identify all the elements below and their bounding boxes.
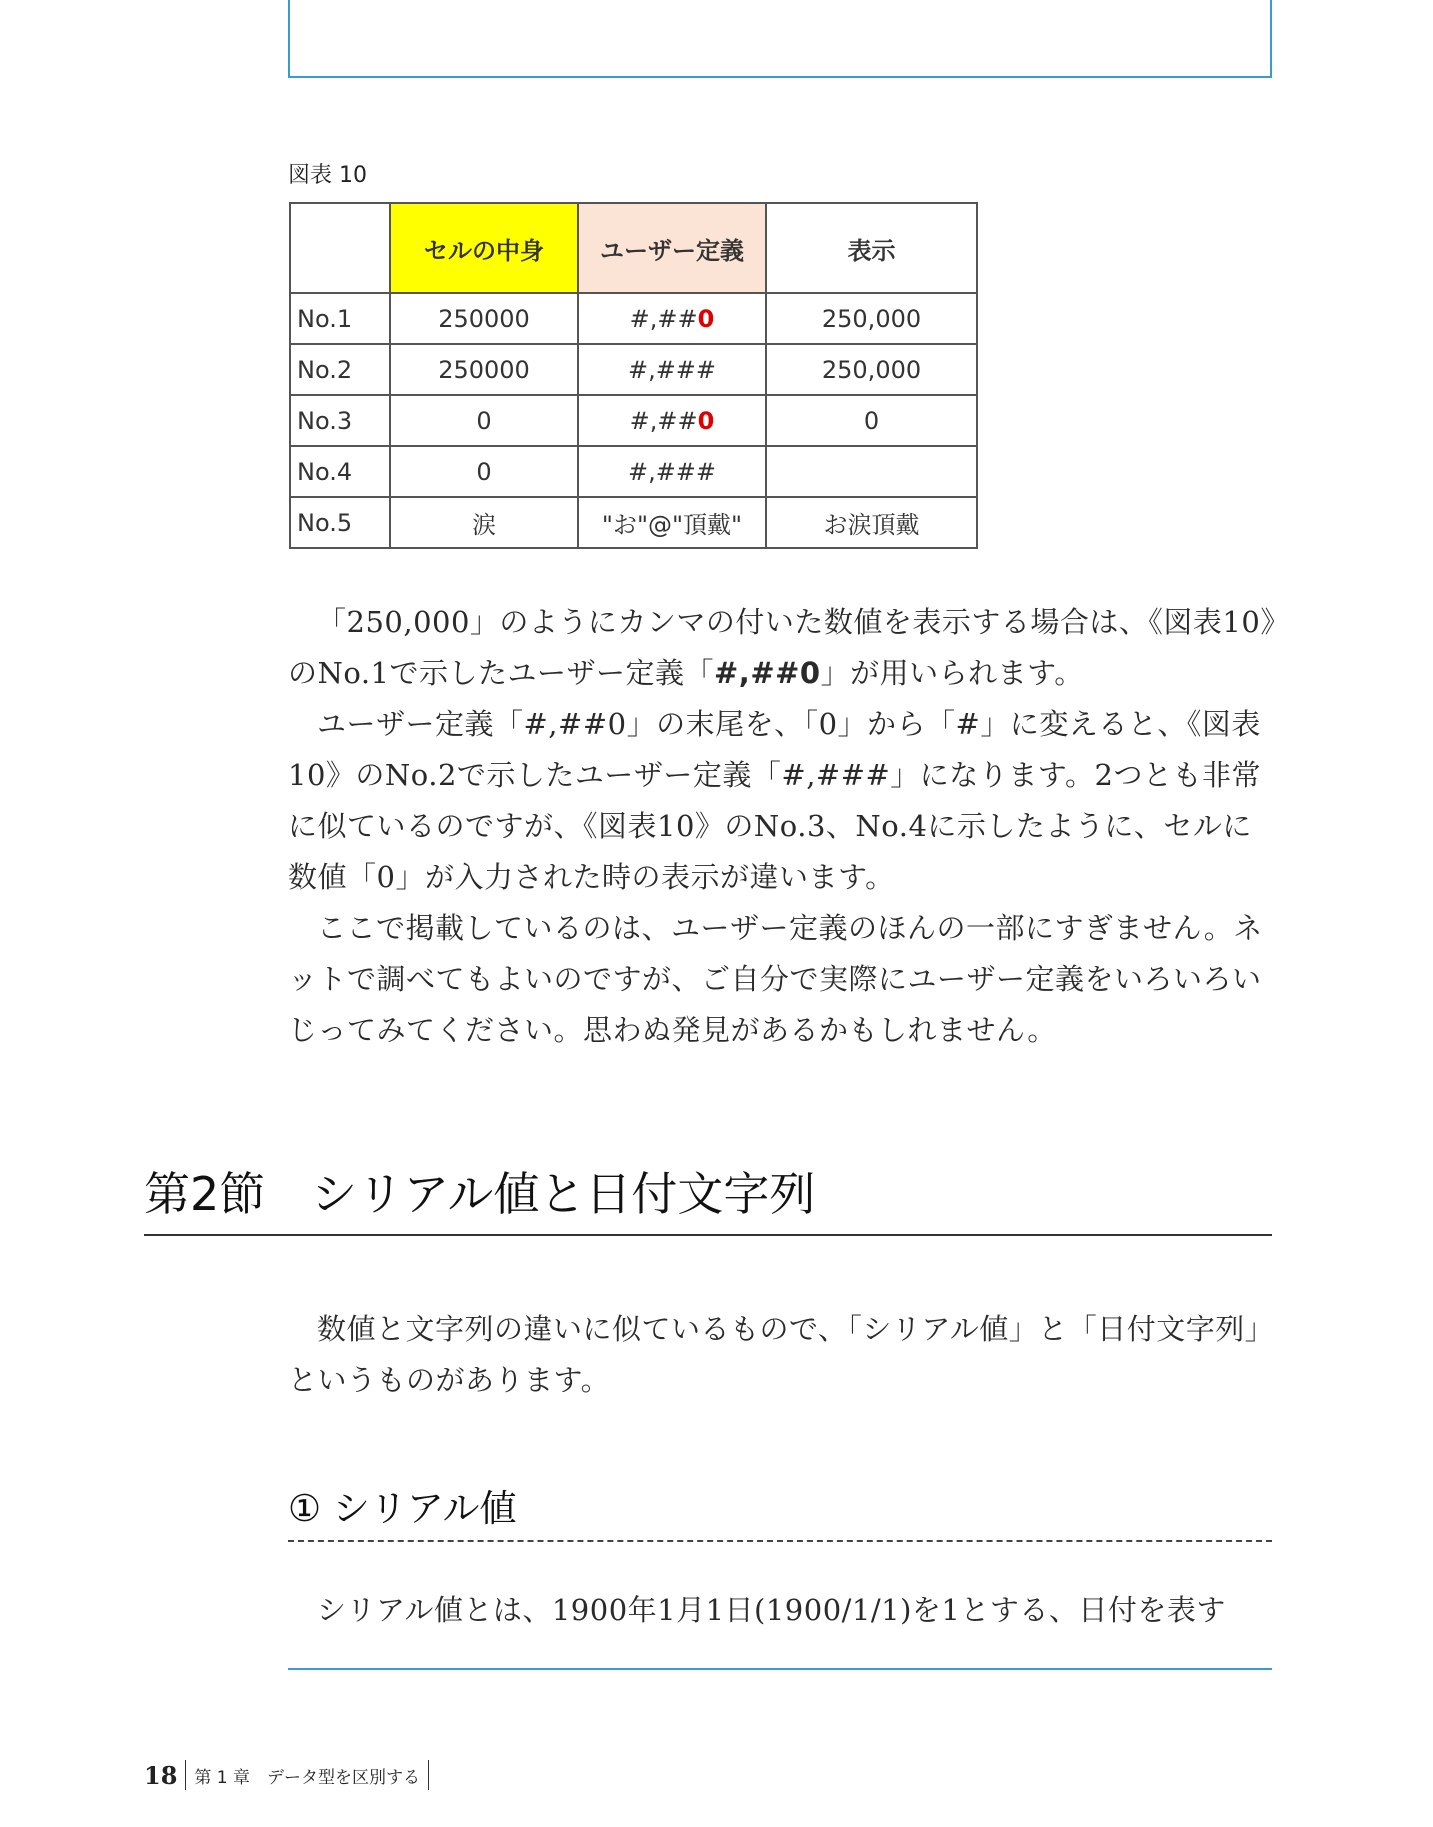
table-header-row	[290, 203, 977, 293]
paragraph	[288, 597, 1276, 699]
header-cell-content: セルの中身	[390, 203, 578, 293]
footer	[144, 1760, 429, 1790]
continued-box	[288, 0, 1272, 78]
cell-display: 250,000	[766, 344, 977, 395]
paragraph: シリアル値とは、1900年1月1日(1900/1/1)を1とする、日付を表す	[317, 1593, 1226, 1627]
format-main: "お"@"頂戴"	[601, 511, 743, 539]
cell-format	[578, 293, 766, 344]
paragraph-text: 」が用いられます。	[820, 656, 1084, 690]
cell-display: 0	[766, 395, 977, 446]
cell-format	[578, 395, 766, 446]
cell-content: 0	[390, 395, 578, 446]
cell-format	[578, 446, 766, 497]
subsection-rule	[288, 1540, 1272, 1542]
subsection-title: ① シリアル値	[288, 1487, 517, 1530]
format-main: #,##	[629, 304, 698, 333]
cell-display: 250,000	[766, 293, 977, 344]
format-main: #,###	[627, 355, 717, 384]
body-block-3	[288, 1585, 1276, 1636]
format-main: #,##	[629, 406, 698, 435]
body-block-1	[288, 597, 1276, 1056]
header-display: 表示	[766, 203, 977, 293]
section-rule	[144, 1234, 1272, 1236]
figure-table	[289, 202, 978, 549]
paragraph: ユーザー定義「#,##0」の末尾を、「0」から「#」に変えると、《図表10》のNo.2で示したユーザー定義「#,###」になります。2つとも非常に似ているのですが、《図表10》のNo.3、No.4に示したように、セルに数値「0」が入力された時の表示が違います。	[288, 707, 1261, 894]
page-number: 18	[144, 1760, 178, 1790]
table-row	[290, 344, 977, 395]
section-title: 第2節 シリアル値と日付文字列	[144, 1167, 816, 1221]
row-label: No.5	[290, 497, 390, 548]
row-label: No.3	[290, 395, 390, 446]
format-code: #,##0	[714, 656, 821, 690]
cell-content: 250000	[390, 293, 578, 344]
paragraph-text: 「250,000」のようにカンマの付いた数値を表示する場合は、《図表10》のNo.1で示したユーザー定義「	[288, 605, 1276, 690]
table-row	[290, 497, 977, 548]
header-user-format: ユーザー定義	[578, 203, 766, 293]
cell-display: お涙頂戴	[766, 497, 977, 548]
row-label: No.2	[290, 344, 390, 395]
chapter-label: 第 1 章 データ型を区別する	[194, 1767, 421, 1788]
cell-content: 0	[390, 446, 578, 497]
bottom-rule	[288, 1668, 1272, 1670]
row-label: No.1	[290, 293, 390, 344]
footer-divider	[428, 1760, 429, 1790]
format-tail: 0	[697, 304, 715, 333]
footer-divider	[185, 1760, 186, 1790]
format-main: #,###	[627, 457, 717, 486]
paragraph: ここで掲載しているのは、ユーザー定義のほんの一部にすぎません。ネットで調べてもよいのですが、ご自分で実際にユーザー定義をいろいろいじってみてください。思わぬ発見があるかもしれません。	[288, 911, 1263, 1047]
table-row	[290, 395, 977, 446]
body-block-2	[288, 1304, 1276, 1406]
cell-display	[766, 446, 977, 497]
cell-format	[578, 497, 766, 548]
cell-content: 250000	[390, 344, 578, 395]
figure-caption: 図表 10	[288, 163, 367, 188]
cell-format	[578, 344, 766, 395]
paragraph: 数値と文字列の違いに似ているもので、「シリアル値」と「日付文字列」というものがあります。	[288, 1312, 1275, 1397]
table-row	[290, 293, 977, 344]
table-row	[290, 446, 977, 497]
format-tail: 0	[697, 406, 715, 435]
cell-content: 涙	[390, 497, 578, 548]
header-blank	[290, 203, 390, 293]
row-label: No.4	[290, 446, 390, 497]
